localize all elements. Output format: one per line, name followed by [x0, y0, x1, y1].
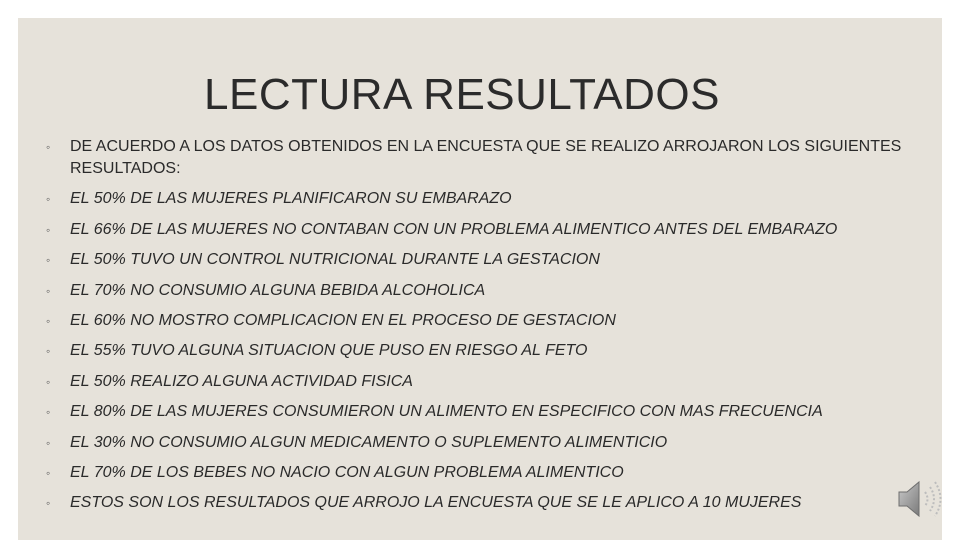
slide-title: LECTURA RESULTADOS: [204, 70, 720, 119]
bullet-item: [46, 310, 946, 332]
bullet-item: [46, 371, 946, 393]
bullet-text: EL 70% DE LOS BEBES NO NACIO CON ALGUN PROBLEMA ALIMENTICO: [70, 463, 624, 481]
bullet-item: [46, 188, 946, 210]
bullet-text: EL 80% DE LAS MUJERES CONSUMIERON UN ALIMENTO EN ESPECIFICO CON MAS FRECUENCIA: [70, 403, 823, 421]
slide: [18, 18, 942, 540]
bullet-marker: ◦: [46, 496, 51, 511]
bullet-item: [46, 462, 946, 484]
bullet-text: EL 50% TUVO UN CONTROL NUTRICIONAL DURANTE LA GESTACION: [70, 251, 600, 269]
bullet-text: EL 60% NO MOSTRO COMPLICACION EN EL PROCESO DE GESTACION: [70, 311, 616, 329]
bullet-marker: ◦: [46, 374, 51, 389]
bullet-text: EL 50% DE LAS MUJERES PLANIFICARON SU EMBARAZO: [70, 190, 512, 208]
bullet-marker: ◦: [46, 344, 51, 359]
bullet-marker: ◦: [46, 435, 51, 450]
bullet-item: [46, 432, 946, 454]
bullet-text: EL 30% NO CONSUMIO ALGUN MEDICAMENTO O SUPLEMENTO ALIMENTICIO: [70, 433, 668, 451]
bullet-marker: ◦: [46, 253, 51, 268]
bullet-marker: ◦: [46, 465, 51, 480]
bullet-marker: ◦: [46, 192, 51, 207]
bullet-text: DE ACUERDO A LOS DATOS OBTENIDOS EN LA ENCUESTA QUE SE REALIZO ARROJARON LOS SIGUIENTES RESULTADOS:: [70, 138, 902, 177]
bullet-item: [46, 136, 946, 180]
bullet-item: [46, 249, 946, 271]
bullet-marker: ◦: [46, 283, 51, 298]
bullet-marker: ◦: [46, 313, 51, 328]
speaker-icon[interactable]: [893, 474, 949, 524]
bullet-marker: ◦: [46, 140, 51, 154]
bullet-text: EL 66% DE LAS MUJERES NO CONTABAN CON UN PROBLEMA ALIMENTICO ANTES DEL EMBARAZO: [70, 220, 838, 238]
bullet-text: EL 70% NO CONSUMIO ALGUNA BEBIDA ALCOHOLICA: [70, 281, 486, 299]
bullet-item: [46, 280, 946, 302]
bullet-text: EL 50% REALIZO ALGUNA ACTIVIDAD FISICA: [70, 372, 413, 390]
bullet-list: [46, 136, 946, 523]
bullet-item: [46, 219, 946, 241]
bullet-text: ESTOS SON LOS RESULTADOS QUE ARROJO LA ENCUESTA QUE SE LE APLICO A 10 MUJERES: [70, 494, 802, 512]
bullet-item: [46, 492, 946, 514]
bullet-marker: ◦: [46, 405, 51, 420]
bullet-text: EL 55% TUVO ALGUNA SITUACION QUE PUSO EN RIESGO AL FETO: [70, 342, 588, 360]
bullet-marker: ◦: [46, 222, 51, 237]
bullet-item: [46, 340, 946, 362]
bullet-item: [46, 401, 946, 423]
